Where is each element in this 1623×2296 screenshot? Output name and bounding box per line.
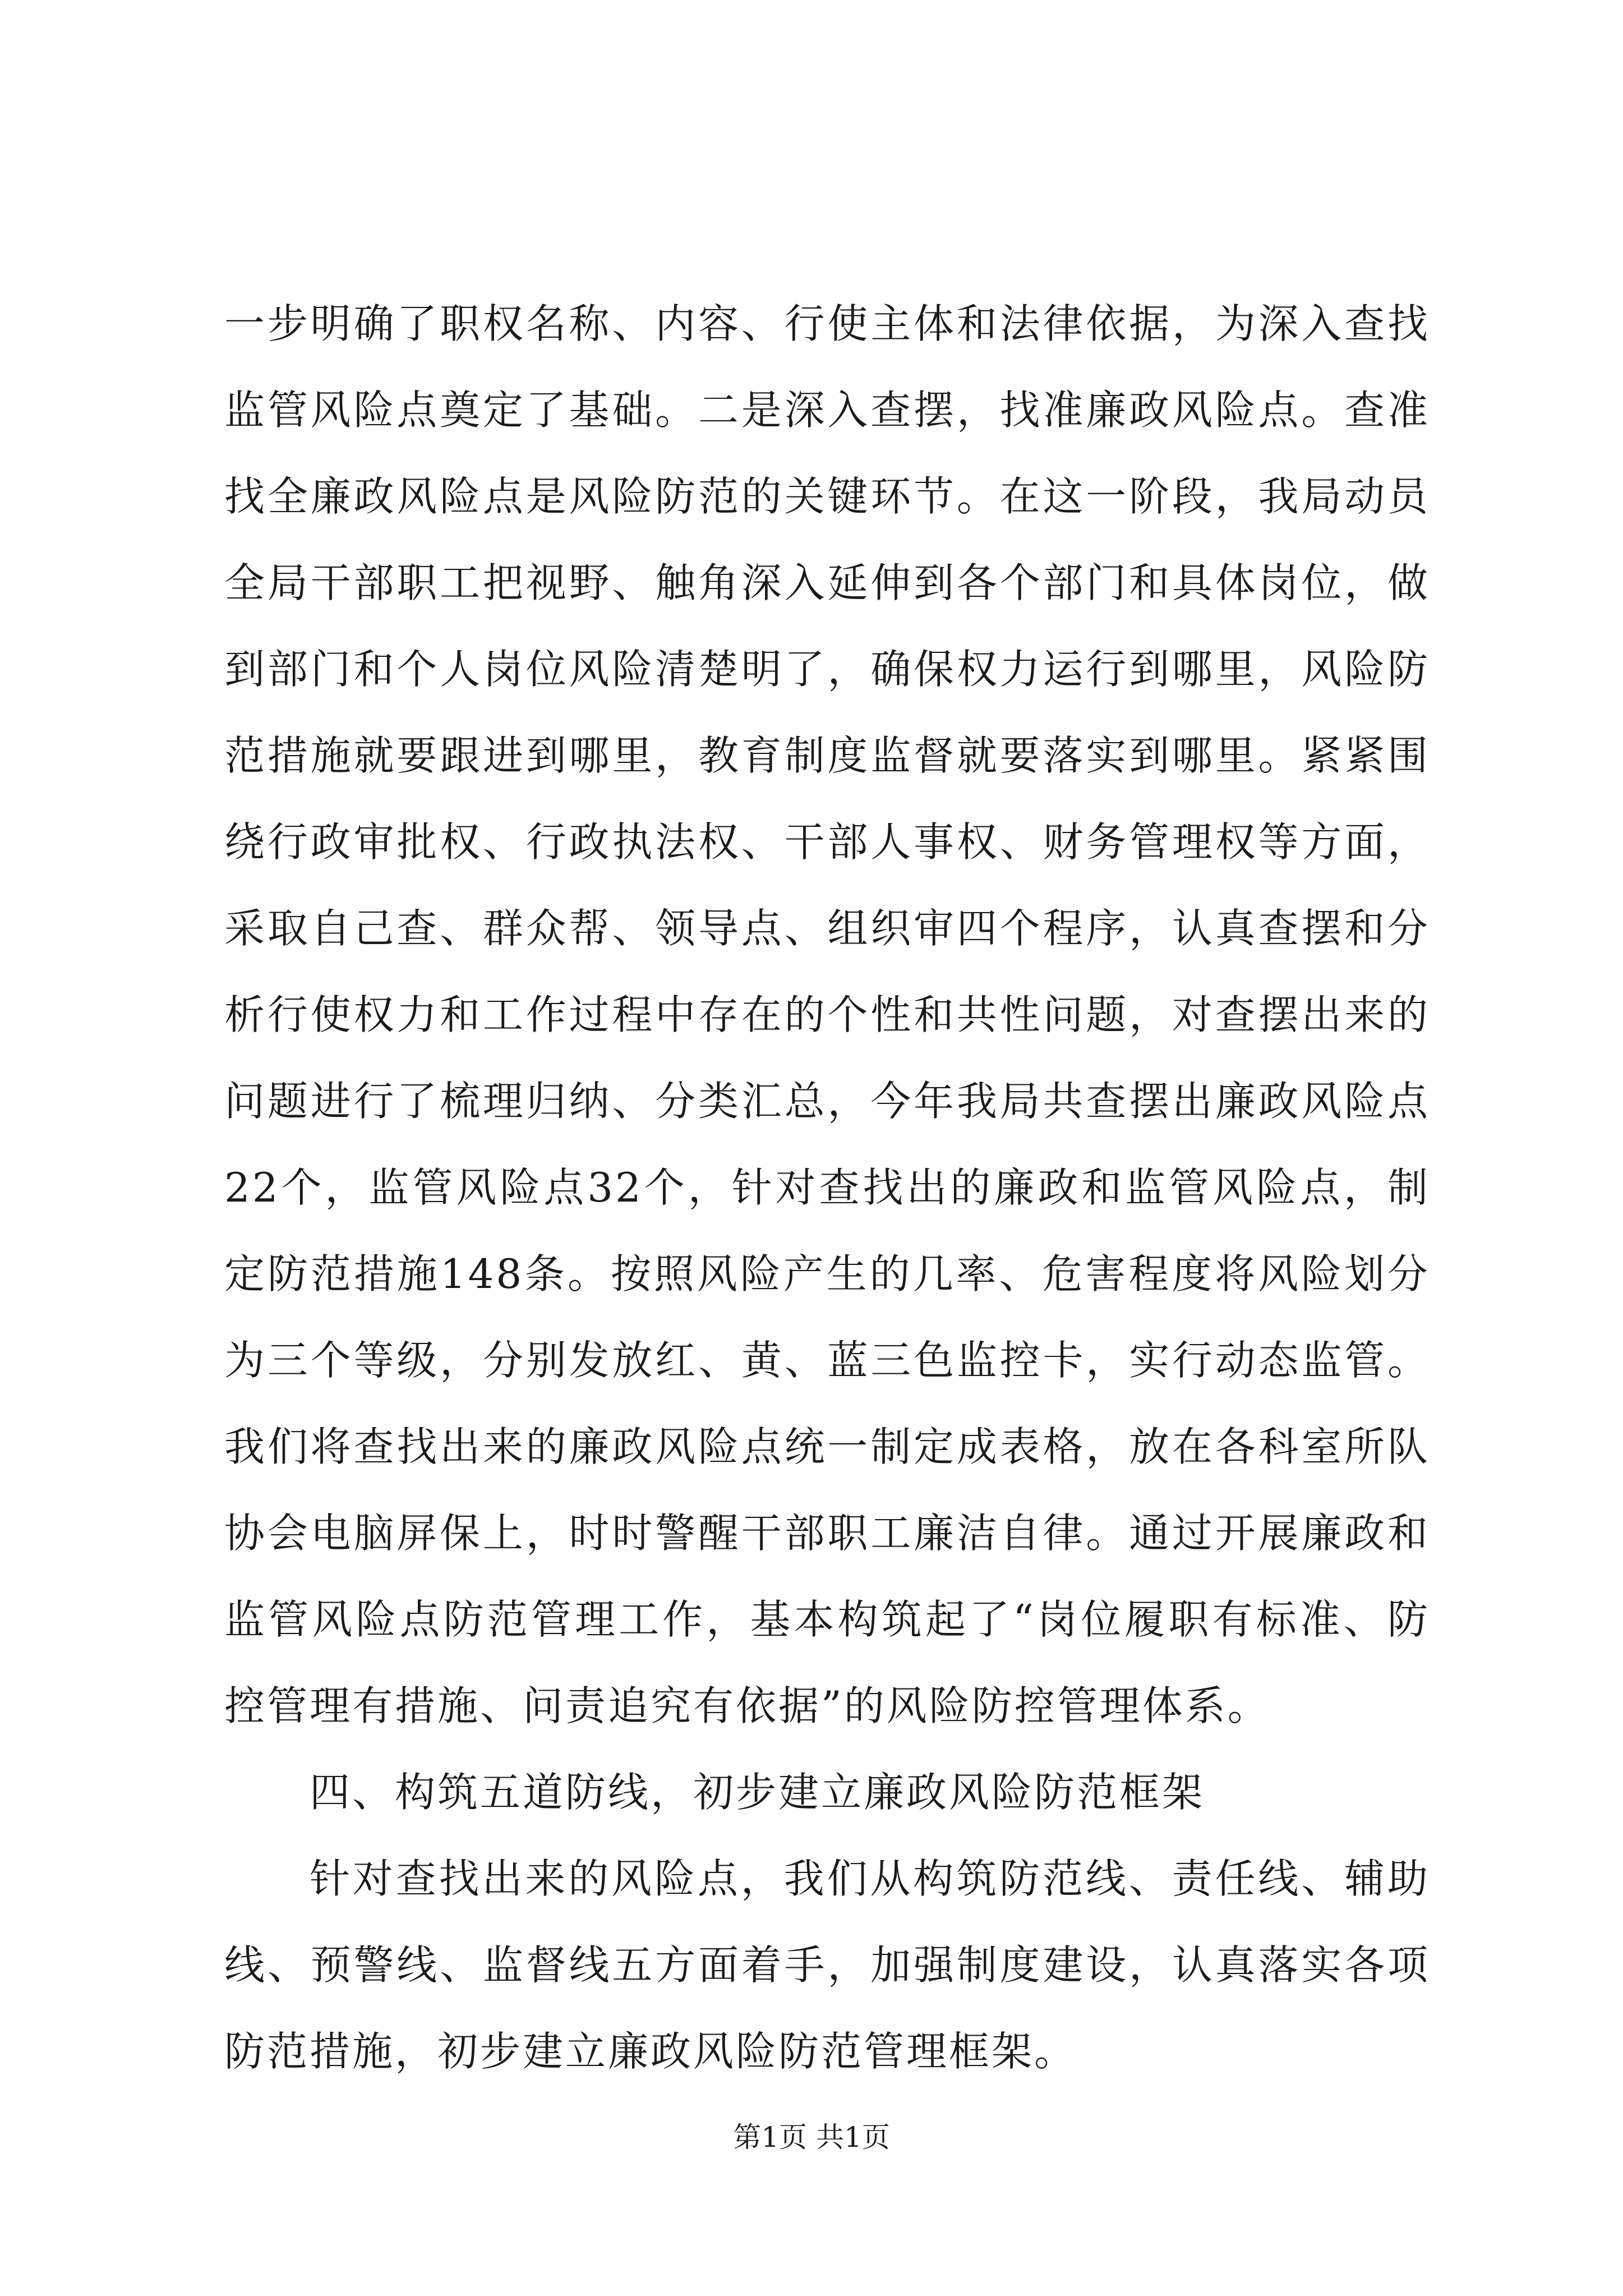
text-line: 范措施就要跟进到哪里，教育制度监督就要落实到哪里。紧紧围 (224, 732, 1430, 779)
text-line: 问题进行了梳理归纳、分类汇总，今年我局共查摆出廉政风险点 (224, 1078, 1430, 1125)
text-line: 一步明确了职权名称、内容、行使主体和法律依据，为深入查找 (224, 300, 1430, 347)
text-line: 针对查找出来的风险点，我们从构筑防范线、责任线、辅助 (310, 1855, 1430, 1902)
page-footer (0, 2120, 1623, 2154)
page-number: 第1页 共1页 (733, 2121, 890, 2154)
document-body (224, 280, 1430, 2095)
text-line: 防范措施，初步建立廉政风险防范管理框架。 (224, 2028, 1077, 2075)
text-line: 控管理有措施、问责追究有依据”的风险防控管理体系。 (224, 1682, 1270, 1729)
text-line: 我们将查找出来的廉政风险点统一制定成表格，放在各科室所队 (224, 1423, 1430, 1470)
text-line: 采取自己查、群众帮、领导点、组织审四个程序，认真查摆和分 (224, 905, 1430, 952)
text-line: 找全廉政风险点是风险防范的关键环节。在这一阶段，我局动员 (224, 473, 1430, 520)
section-heading: 四、构筑五道防线，初步建立廉政风险防范框架 (310, 1769, 1205, 1816)
text-line: 析行使权力和工作过程中存在的个性和共性问题，对查摆出来的 (224, 991, 1430, 1038)
text-line: 全局干部职工把视野、触角深入延伸到各个部门和具体岗位，做 (224, 559, 1430, 606)
text-line: 监管风险点防范管理工作，基本构筑起了“岗位履职有标准、防 (224, 1596, 1430, 1643)
text-line: 22个，监管风险点32个，针对查找出的廉政和监管风险点，制 (224, 1164, 1430, 1211)
text-line: 绕行政审批权、行政执法权、干部人事权、财务管理权等方面， (224, 818, 1430, 866)
text-line: 定防范措施148条。按照风险产生的几率、危害程度将风险划分 (224, 1250, 1430, 1297)
text-line: 为三个等级，分别发放红、黄、蓝三色监控卡，实行动态监管。 (224, 1337, 1430, 1384)
text-line: 协会电脑屏保上，时时警醒干部职工廉洁自律。通过开展廉政和 (224, 1510, 1430, 1557)
text-line: 到部门和个人岗位风险清楚明了，确保权力运行到哪里，风险防 (224, 646, 1430, 693)
text-line: 线、预警线、监督线五方面着手，加强制度建设，认真落实各项 (224, 1941, 1430, 1989)
text-line: 监管风险点奠定了基础。二是深入查摆，找准廉政风险点。查准 (224, 386, 1430, 434)
